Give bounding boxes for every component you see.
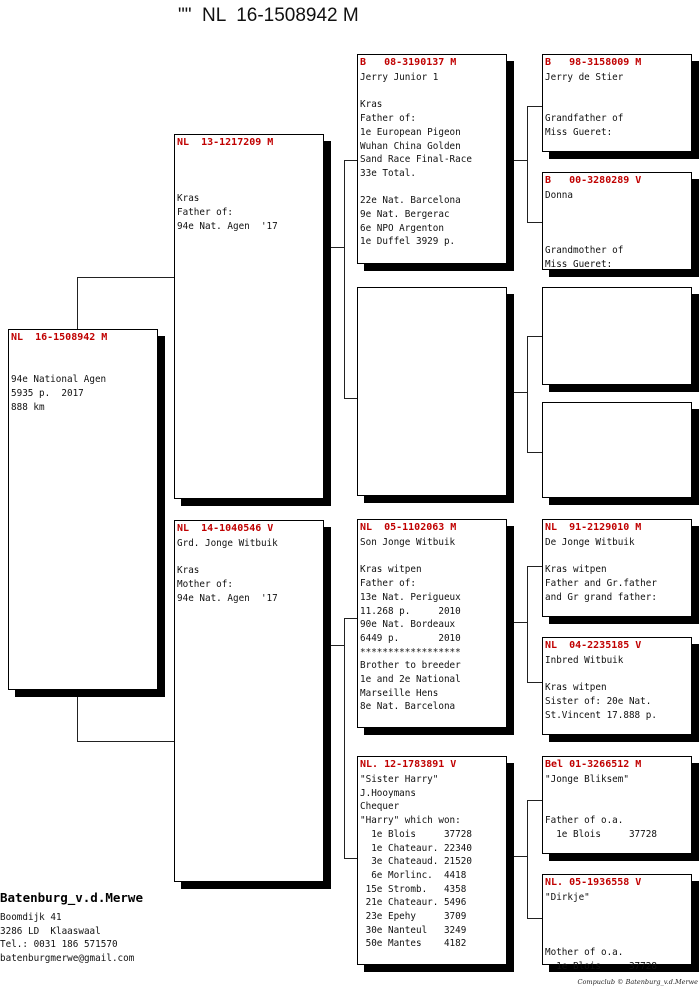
- breeder-address-city: 3286 LD Klaaswaal: [0, 925, 101, 937]
- pigeon-card-sss: [542, 54, 692, 152]
- connector: [344, 858, 358, 859]
- pigeon-card-sds: [542, 287, 692, 385]
- pigeon-notes: Kras Father of: 94e Nat. Agen '17: [177, 193, 278, 232]
- connector: [507, 856, 527, 857]
- ring-number: B 98-3158009 M: [545, 57, 642, 68]
- pigeon-notes: Grd. Jonge Witbuik Kras Mother of: 94e Nat. Agen '17: [177, 538, 278, 604]
- pigeon-card-dam: [174, 520, 324, 882]
- connector: [77, 277, 175, 278]
- pigeon-card-sdd: [542, 402, 692, 498]
- connector: [324, 247, 344, 248]
- pigeon-card-dss: [542, 519, 692, 617]
- connector: [527, 800, 543, 801]
- connector: [507, 622, 527, 623]
- pigeon-notes: "Jonge Bliksem" Father of o.a. 1e Blois 37728: [545, 774, 657, 840]
- pigeon-notes: "Sister Harry" J.Hooymans Chequer "Harry" which won: 1e Blois 37728 1e Chateaur. 22340 3e Chateaud. 21520 6e Morlinc. 4418 15e Stromb. 4358 21e Chateaur. 5496 23e Epehy 3709 30e Nanteul 3249 50e Mantes 4182: [360, 774, 472, 950]
- connector: [77, 277, 78, 329]
- ring-number: NL. 12-1783891 V: [360, 759, 457, 770]
- page-title: "" NL 16-1508942 M: [178, 5, 359, 26]
- breeder-email: batenburgmerwe@gmail.com: [0, 952, 135, 964]
- ring-number: NL 05-1102063 M: [360, 522, 457, 533]
- pigeon-card-ssd: [542, 172, 692, 270]
- breeder-info: [0, 890, 143, 965]
- connector: [527, 566, 528, 682]
- connector: [507, 160, 527, 161]
- connector: [527, 800, 528, 918]
- connector: [344, 160, 345, 398]
- pigeon-notes: Son Jonge Witbuik Kras witpen Father of: 13e Nat. Perigueux 11.268 p. 2010 90e Nat. Bordeaux 6449 p. 2010 ****************** Brother to breeder 1e and 2e National Marseille Hens 8e Nat. Barcelona: [360, 537, 461, 713]
- pigeon-card-sire: [174, 134, 324, 499]
- connector: [527, 222, 543, 223]
- pigeon-notes: 94e National Agen 5935 p. 2017 888 km: [11, 374, 107, 413]
- pigeon-card-ddd: [542, 874, 692, 972]
- connector: [527, 566, 543, 567]
- breeder-phone: Tel.: 0031 186 571570: [0, 939, 118, 950]
- pigeon-card-dds: [542, 756, 692, 854]
- pigeon-notes: "Dirkje" Mother of o.a. 1e Blois 37728: [545, 892, 657, 972]
- connector: [344, 618, 358, 619]
- pigeon-notes: Jerry de Stier Grandfather of Miss Gueret:: [545, 72, 624, 138]
- connector: [344, 160, 358, 161]
- footer-credit: Compuclub © Batenburg_v.d.Merwe: [577, 978, 698, 986]
- pigeon-card-dsd: [542, 637, 692, 735]
- pigeon-card-sire-dam: [357, 287, 507, 496]
- ring-number: NL. 05-1936558 V: [545, 877, 642, 888]
- ring-number: NL 14-1040546 V: [177, 523, 274, 534]
- connector: [527, 682, 543, 683]
- connector: [527, 106, 528, 222]
- connector: [527, 452, 543, 453]
- connector: [527, 918, 543, 919]
- pigeon-notes: De Jonge Witbuik Kras witpen Father and Gr.father and Gr grand father:: [545, 537, 657, 603]
- ring-number: Bel 01-3266512 M: [545, 759, 642, 770]
- ring-number: NL 16-1508942 M: [11, 332, 108, 343]
- pigeon-card-dam-dam: [357, 756, 507, 965]
- connector: [344, 618, 345, 858]
- connector: [324, 645, 344, 646]
- ring-number: NL 04-2235185 V: [545, 640, 642, 651]
- ring-number: B 08-3190137 M: [360, 57, 457, 68]
- connector: [77, 690, 78, 741]
- connector: [527, 336, 543, 337]
- pigeon-notes: Inbred Witbuik Kras witpen Sister of: 20e Nat. St.Vincent 17.888 p.: [545, 655, 657, 721]
- ring-number: NL 91-2129010 M: [545, 522, 642, 533]
- pigeon-card-subject: [8, 329, 158, 690]
- pigeon-notes: Donna Grandmother of Miss Gueret:: [545, 190, 624, 270]
- connector: [527, 106, 543, 107]
- connector: [527, 336, 528, 452]
- connector: [344, 398, 358, 399]
- pigeon-card-dam-sire: [357, 519, 507, 728]
- ring-number: B 00-3280289 V: [545, 175, 642, 186]
- connector: [77, 741, 175, 742]
- connector: [507, 392, 527, 393]
- pigeon-notes: Jerry Junior 1 Kras Father of: 1e European Pigeon Wuhan China Golden Sand Race Final-Race 33e Total. 22e Nat. Barcelona 9e Nat. Bergerac 6e NPO Argenton 1e Duffel 3929 p.: [360, 72, 472, 248]
- ring-number: NL 13-1217209 M: [177, 137, 274, 148]
- breeder-address-street: Boomdijk 41: [0, 912, 62, 923]
- breeder-name: Batenburg_v.d.Merwe: [0, 890, 143, 905]
- pigeon-card-sire-sire: [357, 54, 507, 264]
